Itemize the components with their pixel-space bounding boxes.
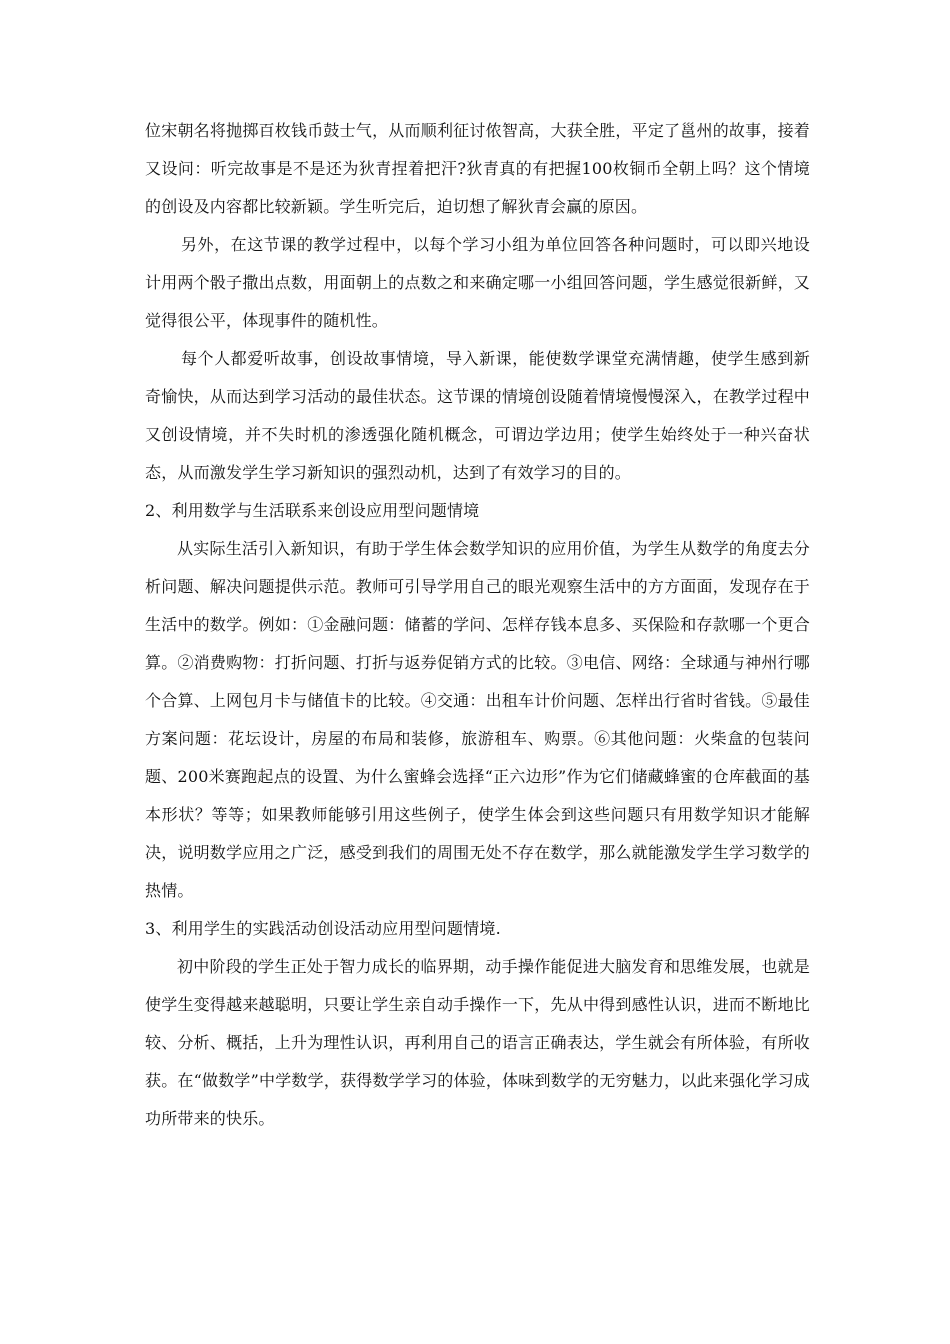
paragraph-story-situation-summary: 每个人都爱听故事，创设故事情境，导入新课，能使数学课堂充满情趣，使学生感到新奇愉快，从而达到学习活动的最佳状态。这节课的情境创设随着情境慢慢深入，在教学过程中又创设情境，并不失时机的渗透强化随机概念，可谓边学边用；使学生始终处于一种兴奋状态，从而激发学生学习新知识的强烈动机，达到了有效学习的目的。 — [145, 349, 810, 482]
paragraph-story-continuation: 位宋朝名将抛掷百枚钱币鼓士气，从而顺利征讨侬智高，大获全胜，平定了邕州的故事，接着又设问：听完故事是不是还为狄青捏着把汗?狄青真的有把握100枚铜币全朝上吗？这个情境的创设及内容都比较新颖。学生听完后，迫切想了解狄青会赢的原因。 — [145, 121, 810, 216]
section-heading-3: 3、利用学生的实践活动创设活动应用型问题情境. — [145, 919, 501, 938]
paragraph-real-life-examples: 从实际生活引入新知识，有助于学生体会数学知识的应用价值，为学生从数学的角度去分析问题、解决问题提供示范。教师可引导学用自己的眼光观察生活中的方方面面，发现存在于生活中的数学。例如：①金融问题：储蓄的学问、怎样存钱本息多、买保险和存款哪一个更合算。②消费购物：打折问题、打折与返券促销方式的比较。③电信、网络：全球通与神州行哪个合算、上网包月卡与储值卡的比较。④交通：出租车计价问题、怎样出行省时省钱。⑤最佳方案问题：花坛设计，房屋的布局和装修，旅游租车、购票。⑥其他问题：火柴盒的包装问题、200米赛跑起点的设置、为什么蜜蜂会选择“正六边形”作为它们储藏蜂蜜的仓库截面的基本形状？等等；如果教师能够引用这些例子，使学生体会到这些问题只有用数学知识才能解决，说明数学应用之广泛，感受到我们的周围无处不存在数学，那么就能激发学生学习数学的热情。 — [145, 539, 810, 900]
section-heading-2: 2、利用数学与生活联系来创设应用型问题情境 — [145, 501, 480, 520]
document-body — [145, 112, 810, 1138]
paragraph-practice-activities: 初中阶段的学生正处于智力成长的临界期，动手操作能促进大脑发育和思维发展，也就是使学生变得越来越聪明，只要让学生亲自动手操作一下，先从中得到感性认识，进而不断地比较、分析、概括，上升为理性认识，再利用自己的语言正确表达，学生就会有所体验，有所收获。在“做数学”中学数学，获得数学学习的体验，体味到数学的无穷魅力，以此来强化学习成功所带来的快乐。 — [145, 957, 810, 1128]
paragraph-dice-activity: 另外，在这节课的教学过程中，以每个学习小组为单位回答各种问题时，可以即兴地设计用两个骰子撒出点数，用面朝上的点数之和来确定哪一小组回答问题，学生感觉很新鲜，又觉得很公平，体现事件的随机性。 — [145, 235, 810, 330]
